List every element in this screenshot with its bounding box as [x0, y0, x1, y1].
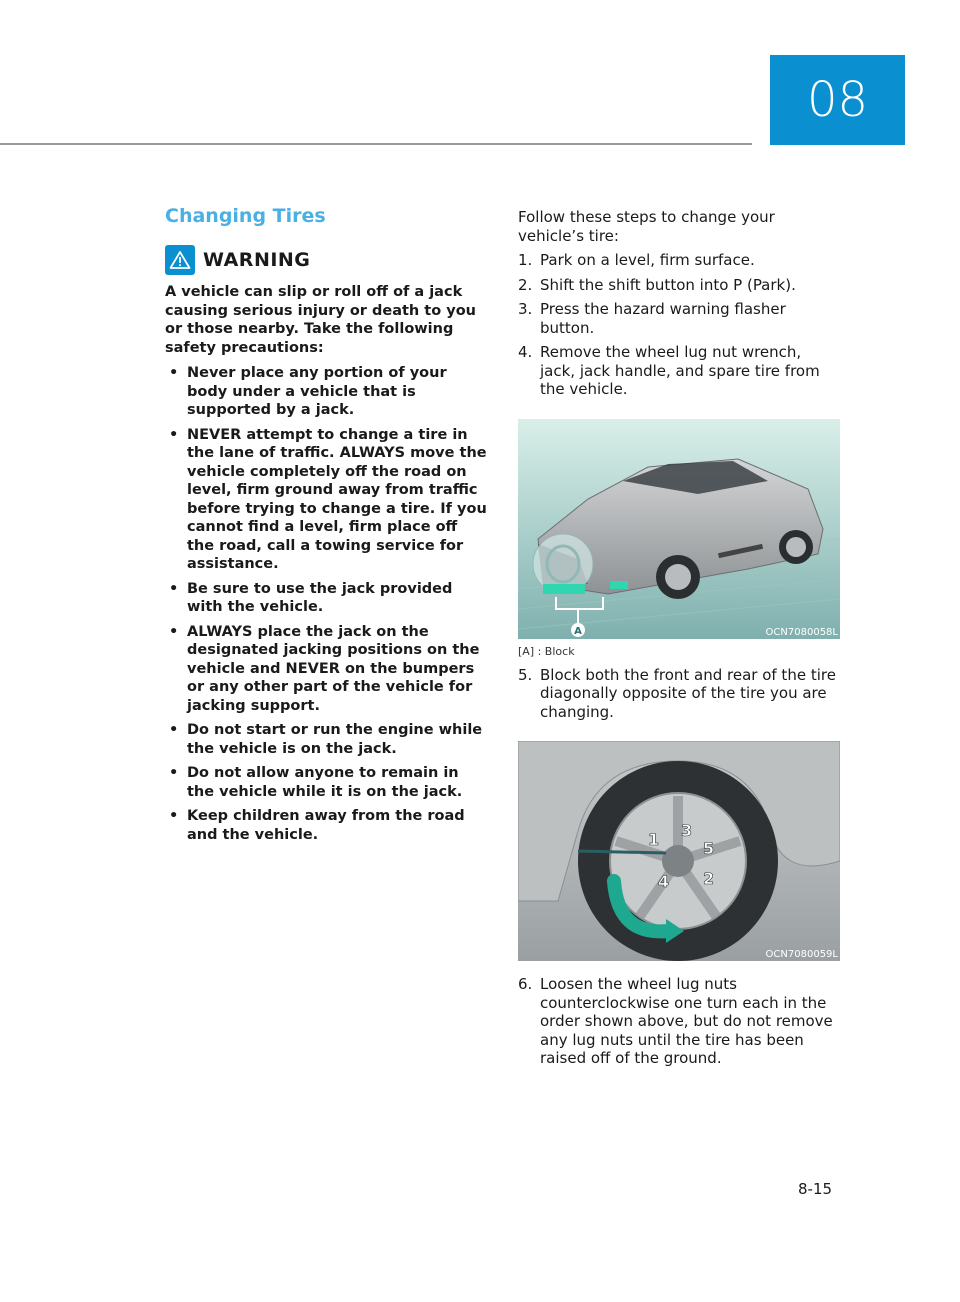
warning-item: • NEVER attempt to change a tire in the lane of traffic. ALWAYS move the vehicle completely off the road on level, firm ground away from traffic before trying to change a tire. If you cannot find a level, firm place off the road, call a towing service for assistance. [165, 426, 487, 574]
figure-caption: [A] : Block [518, 644, 575, 658]
warning-triangle-icon [165, 245, 195, 275]
warning-item: • Be sure to use the jack provided with the vehicle. [165, 580, 487, 617]
lug-number-4: 4 [658, 872, 670, 891]
car-jack-figure [518, 419, 840, 639]
page-number: 8-15 [798, 1180, 833, 1198]
step-item [518, 251, 840, 270]
step-number: 1. [518, 251, 533, 269]
step-number: 5. [518, 665, 533, 684]
step-number: 6. [518, 975, 533, 993]
step-text: Press the hazard warning flasher button. [540, 300, 786, 337]
section-title: Changing Tires [165, 205, 326, 227]
step-item [518, 975, 840, 1068]
step-item [518, 276, 840, 295]
step-number: 4. [518, 343, 533, 361]
step-text: Block both the front and rear of the tire diagonally opposite of the tire you are changing. [540, 665, 836, 721]
warning-item: • ALWAYS place the jack on the designated jacking positions on the vehicle and NEVER on the bumpers or any other part of the vehicle for jacking support. [165, 623, 487, 716]
lug-number-3: 3 [681, 821, 693, 840]
step-item [518, 666, 840, 722]
steps-list-b [518, 666, 840, 722]
step-number: 2. [518, 275, 533, 294]
figure-code: OCN7080059L [765, 949, 838, 960]
warning-header [165, 245, 487, 275]
figure-code: OCN7080058L [765, 626, 838, 638]
chapter-tab: 08 [770, 55, 905, 145]
warning-label: WARNING [203, 249, 311, 271]
header-rule [0, 143, 752, 145]
lug-number-1: 1 [648, 830, 660, 849]
warning-list [165, 364, 487, 844]
lug-number-2: 2 [703, 869, 715, 888]
warning-intro: A vehicle can slip or roll off of a jack causing serious injury or death to you or those nearby. Take the following safety precautions: [165, 284, 476, 356]
steps-list-c [518, 975, 840, 1068]
wheel-lug-figure [518, 741, 840, 961]
step-text: Remove the wheel lug nut wrench, jack, jack handle, and spare tire from the vehicle. [540, 343, 820, 398]
lug-number-5: 5 [703, 839, 715, 858]
warning-item: • Do not allow anyone to remain in the vehicle while it is on the jack. [165, 764, 487, 801]
warning-item: • Do not start or run the engine while the vehicle is on the jack. [165, 721, 487, 758]
callout-a-label: A [574, 625, 582, 637]
steps-intro: Follow these steps to change your vehicle’s tire: [518, 208, 775, 245]
step-item [518, 300, 840, 337]
wheel-illustration [518, 741, 840, 961]
warning-item: • Keep children away from the road and the vehicle. [165, 807, 487, 844]
warning-item: • Never place any portion of your body under a vehicle that is supported by a jack. [165, 364, 487, 420]
right-column [518, 208, 840, 1074]
step-text: Loosen the wheel lug nuts counterclockwise one turn each in the order shown above, but do not remove any lug nuts until the tire has been raised off of the ground. [540, 975, 833, 1067]
left-column [165, 205, 487, 850]
step-text: Shift the shift button into P (Park). [540, 275, 796, 294]
step-text: Park on a level, firm surface. [540, 251, 755, 269]
step-item [518, 343, 840, 399]
car-illustration [518, 419, 840, 639]
step-number: 3. [518, 300, 533, 318]
steps-list-a [518, 251, 840, 399]
